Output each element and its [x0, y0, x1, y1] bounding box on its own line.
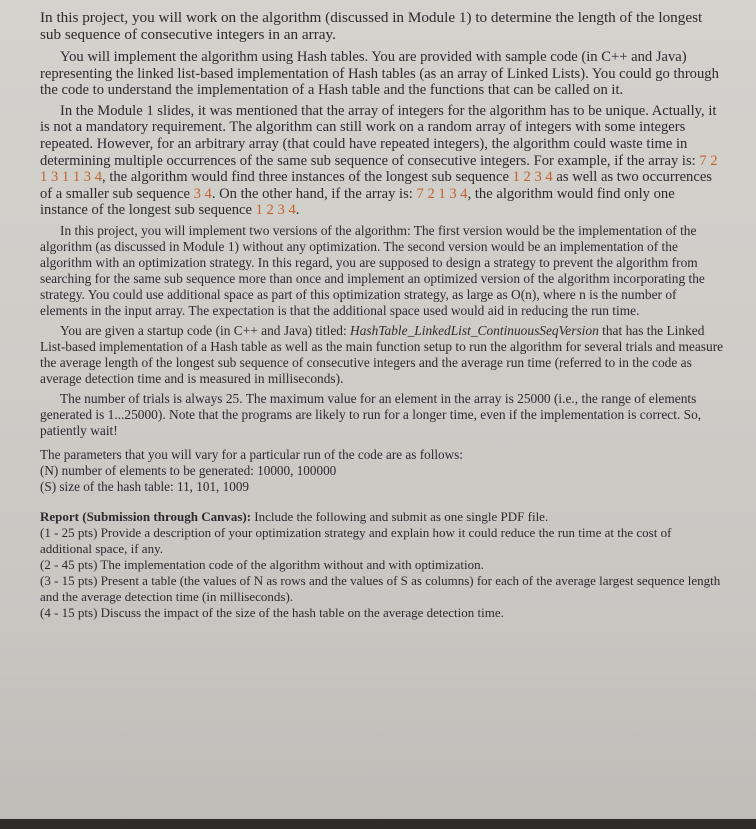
unique-text-1: In the Module 1 slides, it was mentioned that the array of integers for the algorithm has to be unique. Actually, it is not a mandatory requirement. The algorithm can still work on a random array of integers with some integers repeated. However, for an arbitrary array (that could have repeated integers), the algorithm could waste time in determining multiple occurrences of the same sub sequence of consecutive integers. For example, if the array is: — [40, 102, 717, 169]
unique-text-2: , the algorithm would find three instances of the longest sub sequence — [102, 169, 513, 186]
parameters-section — [40, 447, 726, 495]
example-sequence-2: 3 4 — [193, 185, 212, 202]
parameter-n: (N) number of elements to be generated: 10000, 100000 — [40, 462, 337, 478]
trials-paragraph: The number of trials is always 25. The maximum value for an element in the array is 25000 (i.e., the range of elements generated is 1...25000). Note that the programs are likely to run for a longer time, even if the implementation is correct. So, patiently wait! — [40, 390, 702, 438]
example-array-2: 7 2 1 3 4 — [416, 185, 468, 202]
report-heading-rest: Include the following and submit as one single PDF file. — [251, 508, 549, 524]
parameter-s: (S) size of the hash table: 11, 101, 1009 — [40, 478, 250, 494]
report-item: (1 - 25 pts) Provide a description of your optimization strategy and explain how it could reduce the run time at the cost of additional space, if any. — [40, 524, 672, 556]
unique-array-paragraph — [40, 103, 726, 219]
versions-paragraph: In this project, you will implement two versions of the algorithm: The first version would be the implementation of the algorithm (as discussed in Module 1) without any optimization. The second version would be an implementation of the algorithm with an optimization strategy. In this regard, you are supposed to design a strategy to prevent the algorithm from searching for the same sub sequence more than once and implement an optimized version of the algorithm incorporating the strategy. You could use additional space as part of this optimization strategy, as large as O(n), where n is the number of elements in the input array. The expectation is that the additional space used would aid in reducing the run time. — [40, 222, 705, 318]
report-section — [40, 509, 726, 621]
unique-text-5: , the algorithm would find only one instance of the longest sub sequence — [40, 185, 675, 219]
parameters-heading: The parameters that you will vary for a particular run of the code are as follows: — [40, 446, 463, 462]
startup-code-title: HashTable_LinkedList_ContinuousSeqVersion — [350, 322, 599, 338]
startup-text-2: that has the Linked List-based implementation of a Hash table as well as the main function setup to run the algorithm for several trials and measure the average length of the longest sub sequence of consecutive integers and the average run time (referred to in the code as average detection time and is measured in milliseconds). — [40, 322, 724, 386]
example-sequence-3: 1 2 3 4 — [255, 202, 296, 219]
startup-text-1: You are given a startup code (in C++ and Java) titled: — [60, 322, 351, 338]
report-item: (4 - 15 pts) Discuss the impact of the size of the hash table on the average detection time. — [40, 604, 504, 620]
startup-code-paragraph — [40, 323, 726, 387]
report-heading: Report (Submission through Canvas): — [40, 508, 252, 524]
unique-text-3: as well as two occurrences of a smaller sub sequence — [40, 169, 712, 202]
hash-table-paragraph: You will implement the algorithm using Hash tables. You are provided with sample code (in C++ and Java) representing the linked list-based implementation of Hash tables (as an array of Linked Lists). You could go through the code to understand the implementation of a Hash table and the functions that can be called on it. — [40, 49, 719, 99]
intro-paragraph: In this project, you will work on the algorithm (discussed in Module 1) to determine the length of the longest sub sequence of consecutive integers in an array. — [40, 9, 703, 43]
example-sequence-1: 1 2 3 4 — [512, 169, 553, 186]
report-heading-line — [40, 509, 726, 525]
report-item: (2 - 45 pts) The implementation code of the algorithm without and with optimization. — [40, 556, 484, 572]
report-item: (3 - 15 pts) Present a table (the values of N as rows and the values of S as columns) for each of the average largest sequence length and the average detection time (in milliseconds). — [40, 572, 721, 604]
example-array-1: 7 2 1 3 1 1 3 4 — [40, 152, 718, 186]
unique-text-4: . On the other hand, if the array is: — [211, 185, 417, 202]
unique-text-6: . — [295, 202, 300, 219]
